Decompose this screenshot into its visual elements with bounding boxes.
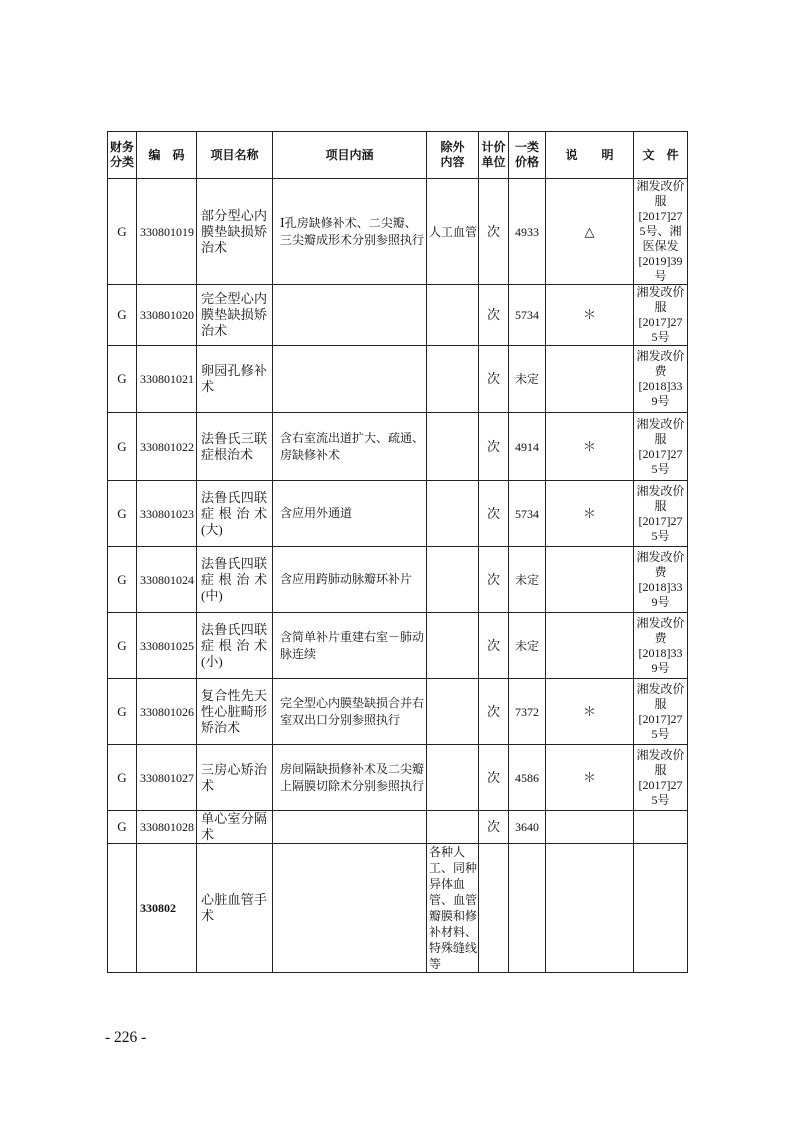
note-text: ＊ — [582, 703, 596, 719]
cell-content — [273, 481, 427, 547]
cell-name — [197, 745, 273, 811]
category-text: G — [117, 371, 127, 386]
price-text: 未定 — [514, 372, 539, 386]
file-text: 湘发改价服[2017]275号 — [636, 747, 685, 807]
table-row — [108, 811, 688, 844]
name-text: 法鲁氏三联症根治术 — [201, 430, 267, 462]
cell-note — [546, 613, 634, 679]
header-code — [137, 132, 197, 179]
name-text: 法鲁氏四联症根治术(小) — [201, 621, 267, 669]
cell-unit — [479, 346, 509, 413]
cell-unit — [479, 811, 509, 844]
cell-content — [273, 346, 427, 413]
cell-category — [108, 547, 137, 613]
unit-text: 次 — [486, 571, 500, 587]
cell-file — [634, 481, 688, 547]
cell-content — [273, 844, 427, 973]
header-code-label: 编 码 — [148, 147, 185, 162]
cell-content — [273, 679, 427, 745]
cell-category — [108, 811, 137, 844]
table-row — [108, 179, 688, 285]
cell-code — [137, 285, 197, 346]
cell-excluded — [427, 179, 479, 285]
cell-excluded — [427, 285, 479, 346]
file-text: 湘发改价服[2017]275号、湘医保发[2019]39号 — [636, 179, 685, 283]
header-name — [197, 132, 273, 179]
cell-content — [273, 285, 427, 346]
cell-excluded — [427, 413, 479, 481]
cell-category — [108, 745, 137, 811]
unit-text: 次 — [486, 438, 500, 454]
header-file — [634, 132, 688, 179]
cell-file — [634, 844, 688, 973]
price-table — [107, 131, 688, 973]
cell-unit — [479, 285, 509, 346]
table-row — [108, 413, 688, 481]
category-text: G — [117, 307, 127, 322]
cell-note — [546, 285, 634, 346]
table-row — [108, 613, 688, 679]
unit-text: 次 — [486, 371, 500, 386]
file-text: 湘发改价服[2017]275号 — [636, 681, 685, 741]
name-text: 复合性先天性心脏畸形矫治术 — [201, 687, 267, 735]
cell-category — [108, 844, 137, 973]
cell-note — [546, 413, 634, 481]
code-text: 330801026 — [140, 704, 194, 719]
table-header-row — [108, 132, 688, 179]
cell-price — [509, 179, 546, 285]
cell-price — [509, 346, 546, 413]
cell-name — [197, 285, 273, 346]
cell-code — [137, 844, 197, 973]
cell-note — [546, 547, 634, 613]
cell-category — [108, 285, 137, 346]
cell-file — [634, 745, 688, 811]
header-unit-label: 计价单位 — [481, 140, 506, 169]
cell-price — [509, 613, 546, 679]
table-row — [108, 679, 688, 745]
header-unit — [479, 132, 509, 179]
file-text: 湘发改价服[2017]275号 — [636, 416, 685, 476]
unit-text: 次 — [486, 307, 500, 322]
table-row — [108, 285, 688, 346]
unit-text: 次 — [486, 505, 500, 521]
price-text: 5734 — [515, 506, 539, 521]
excluded-text: 各种人工、同种异体血管、血管瓣膜和修补材料、特殊缝线等 — [429, 845, 478, 971]
file-text: 湘发改价费[2018]339号 — [636, 349, 685, 408]
cell-unit — [479, 745, 509, 811]
cell-excluded — [427, 844, 479, 973]
unit-text: 次 — [486, 223, 500, 239]
price-text: 3640 — [515, 820, 539, 834]
note-text: ＊ — [582, 505, 596, 521]
content-text: 房间隔缺损修补术及二尖瓣上隔膜切除术分别参照执行 — [280, 761, 425, 793]
header-name-label: 项目名称 — [210, 147, 259, 162]
table-row — [108, 745, 688, 811]
name-text: 完全型心内膜垫缺损矫治术 — [201, 291, 267, 338]
cell-code — [137, 179, 197, 285]
table-row — [108, 346, 688, 413]
code-text: 330801025 — [140, 638, 194, 653]
cell-price — [509, 413, 546, 481]
code-text: 330801024 — [140, 572, 194, 587]
header-note-label: 说 明 — [565, 147, 614, 162]
header-excluded-label: 除外内容 — [440, 140, 465, 169]
header-file-label: 文 件 — [642, 147, 679, 162]
cell-content — [273, 547, 427, 613]
header-excluded — [427, 132, 479, 179]
header-note — [546, 132, 634, 179]
table-row — [108, 547, 688, 613]
cell-file — [634, 613, 688, 679]
name-text: 部分型心内膜垫缺损矫治术 — [201, 207, 267, 255]
cell-unit — [479, 481, 509, 547]
category-text: G — [117, 505, 127, 521]
cell-name — [197, 613, 273, 679]
header-price — [509, 132, 546, 179]
price-text: 5734 — [515, 308, 539, 322]
content-text: 含应用外通道 — [280, 506, 353, 520]
cell-content — [273, 613, 427, 679]
category-text: G — [117, 637, 127, 653]
cell-code — [137, 811, 197, 844]
unit-text: 次 — [486, 637, 500, 653]
unit-text: 次 — [486, 819, 500, 834]
price-text: 4914 — [515, 439, 539, 454]
code-text: 330801020 — [140, 308, 194, 322]
category-text: G — [117, 571, 127, 587]
note-text: ＊ — [582, 307, 596, 322]
cell-excluded — [427, 547, 479, 613]
cell-name — [197, 179, 273, 285]
cell-unit — [479, 844, 509, 973]
cell-unit — [479, 179, 509, 285]
cell-price — [509, 844, 546, 973]
code-text: 330802 — [140, 901, 176, 915]
header-content-label: 项目内涵 — [325, 147, 374, 162]
cell-category — [108, 413, 137, 481]
cell-note — [546, 745, 634, 811]
cell-price — [509, 481, 546, 547]
cell-excluded — [427, 679, 479, 745]
cell-name — [197, 679, 273, 745]
cell-category — [108, 346, 137, 413]
code-text: 330801019 — [140, 224, 194, 239]
cell-content — [273, 413, 427, 481]
category-text: G — [117, 769, 127, 785]
cell-note — [546, 179, 634, 285]
content-text: 含应用跨肺动脉瓣环补片 — [280, 572, 413, 586]
cell-note — [546, 481, 634, 547]
cell-excluded — [427, 346, 479, 413]
table-row — [108, 844, 688, 973]
header-category-label: 财务分类 — [109, 140, 134, 169]
cell-note — [546, 346, 634, 413]
file-text: 湘发改价费[2018]339号 — [636, 615, 685, 675]
code-text: 330801021 — [140, 372, 194, 386]
cell-content — [273, 179, 427, 285]
cell-name — [197, 413, 273, 481]
price-text: 4586 — [515, 770, 539, 785]
cell-price — [509, 285, 546, 346]
content-text: 含简单补片重建右室－肺动脉连续 — [280, 629, 425, 661]
price-text: 未定 — [514, 572, 539, 587]
cell-unit — [479, 413, 509, 481]
cell-code — [137, 481, 197, 547]
category-text: G — [117, 819, 127, 834]
cell-excluded — [427, 745, 479, 811]
cell-note — [546, 844, 634, 973]
cell-name — [197, 547, 273, 613]
cell-category — [108, 613, 137, 679]
cell-excluded — [427, 811, 479, 844]
category-text: G — [117, 438, 127, 454]
cell-category — [108, 179, 137, 285]
content-text: Ⅰ孔房缺修补术、二尖瓣、三尖瓣成形术分别参照执行 — [280, 215, 425, 247]
cell-note — [546, 679, 634, 745]
cell-category — [108, 481, 137, 547]
note-text: △ — [584, 223, 595, 239]
cell-file — [634, 679, 688, 745]
header-content — [273, 132, 427, 179]
cell-code — [137, 679, 197, 745]
cell-unit — [479, 679, 509, 745]
file-text: 湘发改价服[2017]275号 — [636, 285, 685, 344]
cell-name — [197, 844, 273, 973]
cell-file — [634, 285, 688, 346]
unit-text: 次 — [486, 703, 500, 719]
cell-code — [137, 547, 197, 613]
price-text: 未定 — [514, 638, 539, 653]
table-body — [108, 179, 688, 973]
code-text: 330801022 — [140, 439, 194, 454]
cell-name — [197, 481, 273, 547]
price-text: 4933 — [515, 224, 539, 239]
cell-category — [108, 679, 137, 745]
cell-file — [634, 547, 688, 613]
table-row — [108, 481, 688, 547]
category-text: G — [117, 223, 127, 239]
excluded-text: 人工血管 — [429, 224, 478, 239]
file-text: 湘发改价费[2018]339号 — [636, 549, 685, 609]
name-text: 心脏血管手术 — [201, 892, 267, 923]
price-text: 7372 — [515, 704, 539, 719]
cell-file — [634, 346, 688, 413]
name-text: 卵园孔修补术 — [201, 363, 267, 394]
cell-code — [137, 613, 197, 679]
note-text: ＊ — [582, 769, 596, 785]
page-number: - 226 - — [105, 1029, 147, 1046]
cell-code — [137, 413, 197, 481]
name-text: 三房心矫治术 — [201, 761, 267, 793]
cell-excluded — [427, 613, 479, 679]
note-text: ＊ — [582, 438, 596, 454]
cell-file — [634, 413, 688, 481]
header-category — [108, 132, 137, 179]
cell-content — [273, 745, 427, 811]
name-text: 法鲁氏四联症根治术(大) — [201, 489, 267, 537]
cell-code — [137, 745, 197, 811]
cell-price — [509, 745, 546, 811]
content-text: 完全型心内膜垫缺损合并右室双出口分别参照执行 — [280, 695, 425, 727]
cell-excluded — [427, 481, 479, 547]
cell-file — [634, 811, 688, 844]
cell-code — [137, 346, 197, 413]
cell-price — [509, 679, 546, 745]
cell-price — [509, 547, 546, 613]
cell-unit — [479, 547, 509, 613]
cell-name — [197, 811, 273, 844]
category-text: G — [117, 703, 127, 719]
header-price-label: 一类价格 — [514, 140, 539, 169]
cell-content — [273, 811, 427, 844]
name-text: 法鲁氏四联症根治术(中) — [201, 555, 267, 603]
unit-text: 次 — [486, 769, 500, 785]
code-text: 330801023 — [140, 506, 194, 521]
content-text: 含右室流出道扩大、疏通、房缺修补术 — [280, 430, 425, 462]
cell-file — [634, 179, 688, 285]
cell-name — [197, 346, 273, 413]
code-text: 330801027 — [140, 770, 194, 785]
cell-note — [546, 811, 634, 844]
cell-price — [509, 811, 546, 844]
file-text: 湘发改价服[2017]275号 — [636, 483, 685, 543]
name-text: 单心室分隔术 — [201, 811, 267, 842]
cell-unit — [479, 613, 509, 679]
code-text: 330801028 — [140, 820, 194, 834]
